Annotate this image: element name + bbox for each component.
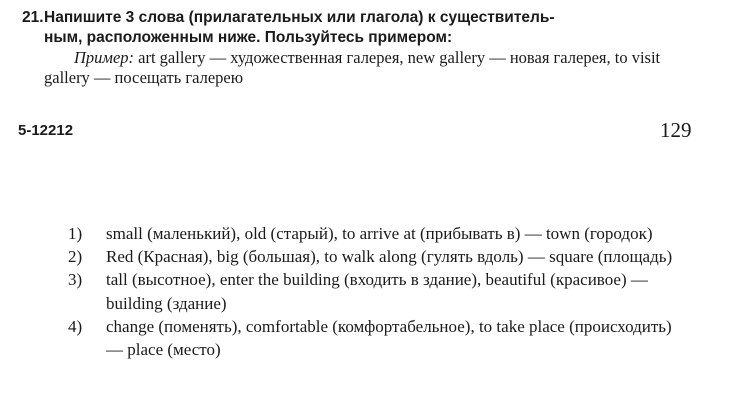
answer-number: 4) [68, 316, 83, 336]
book-code: 5-12212 [18, 122, 74, 139]
answer-item [68, 222, 690, 245]
answer-item [68, 315, 690, 361]
answer-number: 3) [68, 270, 83, 290]
answer-number: 1) [68, 224, 83, 243]
exercise-heading-line1: Напишите 3 слова (прилагательных или глагола) к существитель- [44, 9, 555, 26]
exercise-heading-line2: ным, расположенным ниже. Пользуйтесь примером: [44, 29, 453, 46]
exercise-number: 21. [22, 9, 44, 26]
answer-number: 2) [68, 247, 83, 267]
answer-item [68, 245, 690, 268]
answer-text: tall (высотное), enter the building (входить в здание), beautiful (красивое) — building (здание) [106, 270, 648, 313]
example-paragraph [44, 48, 704, 88]
example-label: Пример: [74, 48, 135, 67]
answer-text: small (маленький), old (старый), to arrive at (прибывать в) — town (городок) [106, 224, 653, 243]
answer-text: Red (Красная), big (большая), to walk along (гулять вдоль) — square (площадь) [106, 247, 673, 267]
page-number: 129 [660, 118, 692, 142]
exercise-block [22, 8, 704, 88]
answer-text: change (поменять), comfortable (комфортабельное), to take place (происходить) — place (место) [106, 316, 672, 360]
example-text: art gallery — художественная галерея, new gallery — новая галерея, to visit gallery — посещать галерею [44, 48, 661, 87]
answer-item [68, 268, 690, 314]
answer-list [68, 222, 690, 361]
exercise-heading [22, 8, 704, 48]
